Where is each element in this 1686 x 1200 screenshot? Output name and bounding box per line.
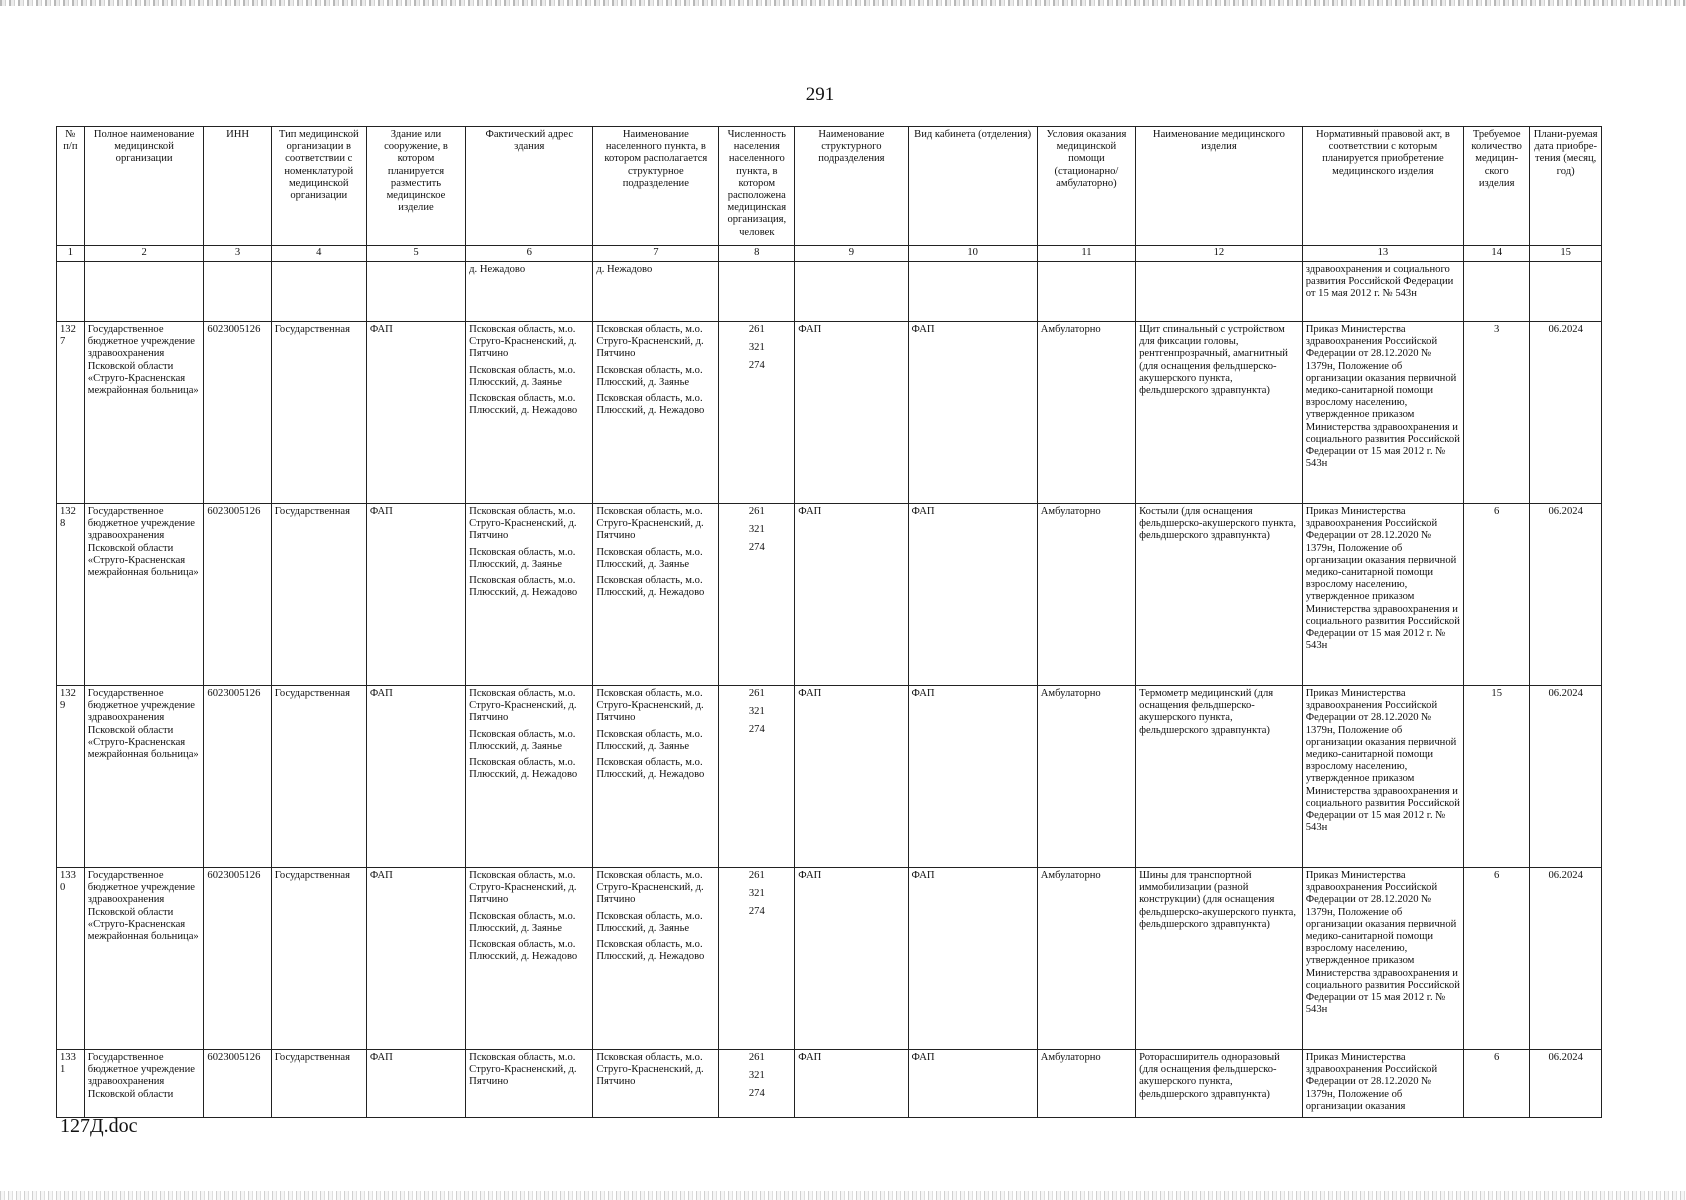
- cell-population-item: 274: [748, 1088, 765, 1100]
- column-number: 12: [1136, 246, 1303, 262]
- cell-device: Щит спинальный с устройством для фиксации головы, рентгенпрозрачный, амагнитный (для оснащения фельдшерско-акушерского пункта, фельдшерского здравпункта): [1136, 322, 1303, 504]
- column-header: Численность населения населенного пункта, в котором расположена медицинская организация, человек: [719, 127, 795, 246]
- column-header: Здание или сооружение, в котором планируется разместить медицинское изделие: [366, 127, 465, 246]
- cell-act: Приказ Министерства здравоохранения Российской Федерации от 28.12.2020 № 1379н, Положение об организации оказания первичной медико-санитарной помощи взрослому населению, утвержденное приказом Министерства здравоохранения и социального развития Российской Федерации от 15 мая 2012 г. № 543н: [1302, 504, 1463, 686]
- cell-empty: [57, 262, 85, 322]
- column-number: 2: [84, 246, 204, 262]
- cell-address: [466, 1050, 593, 1118]
- cell-population: [719, 504, 795, 686]
- column-header: Тип медицинской организации в соответствии с номенклатурой медицинской организации: [271, 127, 366, 246]
- cell-settlement-item: Псковская область, м.о. Плюсский, д. Нежадово: [596, 575, 705, 599]
- cell-unit: ФАП: [795, 868, 908, 1050]
- cell-date: 06.2024: [1530, 322, 1602, 504]
- cell-population: [719, 1050, 795, 1118]
- cell-quantity: 6: [1464, 868, 1530, 1050]
- cell-act: Приказ Министерства здравоохранения Российской Федерации от 28.12.2020 № 1379н, Положение об организации оказания: [1302, 1050, 1463, 1118]
- cell-cabinet: ФАП: [908, 868, 1037, 1050]
- cell-settlement-item: Псковская область, м.о. Струго-Красненский, д. Пятчино: [596, 1052, 704, 1088]
- column-header: Вид кабинета (отделения): [908, 127, 1037, 246]
- cell-settlement-item: Псковская область, м.о. Струго-Красненский, д. Пятчино: [596, 870, 704, 906]
- cell-population-item: 261: [748, 1052, 765, 1063]
- cell-device: Шины для транспортной иммобилизации (разной конструкции) (для оснащения фельдшерско-акушерского пункта, фельдшерского здравпункта): [1136, 868, 1303, 1050]
- scan-edge-top: [0, 0, 1686, 6]
- cell-settlement-item: Псковская область, м.о. Струго-Красненский, д. Пятчино: [596, 688, 704, 724]
- cell-conditions: Амбулаторно: [1037, 1050, 1135, 1118]
- cell-population-item: 321: [748, 888, 765, 900]
- cell-unit: ФАП: [795, 686, 908, 868]
- cell-empty: [1136, 262, 1303, 322]
- cell-settlement: [593, 868, 719, 1050]
- cell-settlement: д. Нежадово: [593, 262, 719, 322]
- cell-organization: Государственное бюджетное учреждение здравоохранения Псковской области «Струго-Красненская межрайонная больница»: [84, 504, 204, 686]
- cell-population: [719, 868, 795, 1050]
- cell-inn: 6023005126: [204, 868, 271, 1050]
- table-row: [57, 322, 1602, 504]
- page-number: 291: [805, 84, 835, 105]
- cell-population-item: 321: [748, 342, 765, 354]
- cell-address-item: Псковская область, м.о. Струго-Красненский, д. Пятчино: [469, 506, 577, 542]
- cell-cabinet: ФАП: [908, 504, 1037, 686]
- cell-settlement-item: Псковская область, м.о. Плюсский, д. Нежадово: [596, 757, 705, 781]
- continuation-row: [57, 262, 1602, 322]
- table-row: [57, 868, 1602, 1050]
- cell-empty: [366, 262, 465, 322]
- cell-settlement-item: Псковская область, м.о. Плюсский, д. Заянье: [596, 546, 703, 570]
- column-header: Условия оказания медицинской помощи (стационарно/ амбулаторно): [1037, 127, 1135, 246]
- cell-unit: ФАП: [795, 1050, 908, 1118]
- column-number-row: [57, 246, 1602, 262]
- column-header: № п/п: [57, 127, 85, 246]
- cell-number: 1327: [57, 322, 85, 504]
- cell-empty: [204, 262, 271, 322]
- cell-unit: ФАП: [795, 504, 908, 686]
- column-header: Нормативный правовой акт, в соответствии с которым планируется приобретение медицинского изделия: [1302, 127, 1463, 246]
- cell-settlement: [593, 686, 719, 868]
- cell-settlement-item: Псковская область, м.о. Плюсский, д. Заянье: [596, 728, 703, 752]
- cell-settlement: [593, 1050, 719, 1118]
- cell-inn: 6023005126: [204, 504, 271, 686]
- cell-building: ФАП: [366, 1050, 465, 1118]
- cell-cabinet: ФАП: [908, 322, 1037, 504]
- cell-act: Приказ Министерства здравоохранения Российской Федерации от 28.12.2020 № 1379н, Положение об организации оказания первичной медико-санитарной помощи взрослому населению, утвержденное приказом Министерства здравоохранения и социального развития Российской Федерации от 15 мая 2012 г. № 543н: [1302, 868, 1463, 1050]
- column-number: 3: [204, 246, 271, 262]
- table-row: [57, 686, 1602, 868]
- column-number: 10: [908, 246, 1037, 262]
- cell-inn: 6023005126: [204, 322, 271, 504]
- scan-edge-bottom: [0, 1191, 1686, 1200]
- column-number: 1: [57, 246, 85, 262]
- column-number: 4: [271, 246, 366, 262]
- cell-act: Приказ Министерства здравоохранения Российской Федерации от 28.12.2020 № 1379н, Положение об организации оказания первичной медико-санитарной помощи взрослому населению, утвержденное приказом Министерства здравоохранения и социального развития Российской Федерации от 15 мая 2012 г. № 543н: [1302, 322, 1463, 504]
- cell-address-item: Псковская область, м.о. Струго-Красненский, д. Пятчино: [469, 1052, 577, 1088]
- cell-org-type: Государственная: [271, 686, 366, 868]
- cell-settlement-item: Псковская область, м.о. Плюсский, д. Заянье: [596, 910, 703, 934]
- cell-building: ФАП: [366, 686, 465, 868]
- cell-organization: Государственное бюджетное учреждение здравоохранения Псковской области «Струго-Красненская межрайонная больница»: [84, 322, 204, 504]
- column-number: 11: [1037, 246, 1135, 262]
- cell-empty: [1464, 262, 1530, 322]
- column-number: 13: [1302, 246, 1463, 262]
- cell-quantity: 3: [1464, 322, 1530, 504]
- cell-device: Роторасширитель одноразовый (для оснащения фельдшерско-акушерского пункта, фельдшерского здравпункта): [1136, 1050, 1303, 1118]
- cell-settlement-item: Псковская область, м.о. Плюсский, д. Нежадово: [596, 939, 705, 963]
- column-number: 9: [795, 246, 908, 262]
- cell-address-item: Псковская область, м.о. Плюсский, д. Нежадово: [469, 757, 578, 781]
- cell-quantity: 6: [1464, 1050, 1530, 1118]
- column-number: 5: [366, 246, 465, 262]
- cell-empty: [719, 262, 795, 322]
- cell-date: 06.2024: [1530, 686, 1602, 868]
- cell-address-item: Псковская область, м.о. Плюсский, д. Заянье: [469, 728, 576, 752]
- column-header: Наименование структурного подразделения: [795, 127, 908, 246]
- cell-address-item: Псковская область, м.о. Струго-Красненский, д. Пятчино: [469, 324, 577, 360]
- cell-act: здравоохранения и социального развития Российской Федерации от 15 мая 2012 г. № 543н: [1302, 262, 1463, 322]
- equipment-table: [56, 126, 1602, 1118]
- cell-org-type: Государственная: [271, 1050, 366, 1118]
- cell-date: 06.2024: [1530, 868, 1602, 1050]
- cell-empty: [795, 262, 908, 322]
- cell-settlement-item: Псковская область, м.о. Плюсский, д. Заянье: [596, 364, 703, 388]
- cell-quantity: 6: [1464, 504, 1530, 686]
- cell-organization: Государственное бюджетное учреждение здравоохранения Псковской области «Струго-Красненская межрайонная больница»: [84, 868, 204, 1050]
- column-number: 8: [719, 246, 795, 262]
- column-header: Плани-руемая дата приобре-тения (месяц, год): [1530, 127, 1602, 246]
- cell-population-item: 261: [748, 324, 765, 335]
- cell-date: 06.2024: [1530, 1050, 1602, 1118]
- cell-conditions: Амбулаторно: [1037, 868, 1135, 1050]
- cell-population-item: 321: [748, 1070, 765, 1082]
- cell-population: [719, 322, 795, 504]
- cell-settlement: [593, 322, 719, 504]
- cell-address-item: Псковская область, м.о. Плюсский, д. Заянье: [469, 364, 576, 388]
- cell-population-item: 321: [748, 524, 765, 536]
- cell-number: 1330: [57, 868, 85, 1050]
- cell-address-item: Псковская область, м.о. Плюсский, д. Заянье: [469, 546, 576, 570]
- cell-date: 06.2024: [1530, 504, 1602, 686]
- column-header: Наименование медицинского изделия: [1136, 127, 1303, 246]
- column-number: 7: [593, 246, 719, 262]
- cell-building: ФАП: [366, 868, 465, 1050]
- cell-address: [466, 868, 593, 1050]
- cell-address-item: Псковская область, м.о. Струго-Красненский, д. Пятчино: [469, 870, 577, 906]
- cell-unit: ФАП: [795, 322, 908, 504]
- cell-empty: [1037, 262, 1135, 322]
- cell-building: ФАП: [366, 322, 465, 504]
- cell-inn: 6023005126: [204, 1050, 271, 1118]
- cell-org-type: Государственная: [271, 504, 366, 686]
- cell-conditions: Амбулаторно: [1037, 686, 1135, 868]
- table-row: [57, 504, 1602, 686]
- cell-population-item: 274: [748, 906, 765, 918]
- cell-quantity: 15: [1464, 686, 1530, 868]
- cell-empty: [1530, 262, 1602, 322]
- cell-population-item: 261: [748, 688, 765, 699]
- cell-empty: [908, 262, 1037, 322]
- cell-address: д. Нежадово: [466, 262, 593, 322]
- cell-device: Костыли (для оснащения фельдшерско-акушерского пункта, фельдшерского здравпункта): [1136, 504, 1303, 686]
- cell-population: [719, 686, 795, 868]
- column-number: 14: [1464, 246, 1530, 262]
- table-row: [57, 1050, 1602, 1118]
- cell-address: [466, 504, 593, 686]
- column-number: 15: [1530, 246, 1602, 262]
- cell-settlement-item: Псковская область, м.о. Струго-Красненский, д. Пятчино: [596, 324, 704, 360]
- cell-conditions: Амбулаторно: [1037, 504, 1135, 686]
- cell-population-item: 274: [748, 542, 765, 554]
- cell-address-item: Псковская область, м.о. Плюсский, д. Заянье: [469, 910, 576, 934]
- column-header: ИНН: [204, 127, 271, 246]
- cell-address-item: Псковская область, м.о. Плюсский, д. Нежадово: [469, 939, 578, 963]
- cell-population-item: 321: [748, 706, 765, 718]
- cell-cabinet: ФАП: [908, 686, 1037, 868]
- column-header: Наименование населенного пункта, в котором располагается структурное подразделение: [593, 127, 719, 246]
- cell-address: [466, 686, 593, 868]
- cell-settlement-item: Псковская область, м.о. Струго-Красненский, д. Пятчино: [596, 506, 704, 542]
- cell-population-item: 261: [748, 506, 765, 517]
- cell-number: 1331: [57, 1050, 85, 1118]
- cell-inn: 6023005126: [204, 686, 271, 868]
- cell-address-item: Псковская область, м.о. Плюсский, д. Нежадово: [469, 393, 578, 417]
- cell-organization: Государственное бюджетное учреждение здравоохранения Псковской области «Струго-Красненская межрайонная больница»: [84, 686, 204, 868]
- cell-conditions: Амбулаторно: [1037, 322, 1135, 504]
- cell-device: Термометр медицинский (для оснащения фельдшерско-акушерского пункта, фельдшерского здравпункта): [1136, 686, 1303, 868]
- cell-settlement-item: Псковская область, м.о. Плюсский, д. Нежадово: [596, 393, 705, 417]
- column-header: Полное наименование медицинской организации: [84, 127, 204, 246]
- cell-population-item: 261: [748, 870, 765, 881]
- cell-address-item: Псковская область, м.о. Струго-Красненский, д. Пятчино: [469, 688, 577, 724]
- header-row: [57, 127, 1602, 246]
- cell-number: 1328: [57, 504, 85, 686]
- cell-org-type: Государственная: [271, 322, 366, 504]
- cell-organization: Государственное бюджетное учреждение здравоохранения Псковской области: [84, 1050, 204, 1118]
- cell-population-item: 274: [748, 360, 765, 372]
- cell-population-item: 274: [748, 724, 765, 736]
- cell-address-item: Псковская область, м.о. Плюсский, д. Нежадово: [469, 575, 578, 599]
- cell-empty: [84, 262, 204, 322]
- cell-number: 1329: [57, 686, 85, 868]
- cell-settlement: [593, 504, 719, 686]
- cell-org-type: Государственная: [271, 868, 366, 1050]
- cell-cabinet: ФАП: [908, 1050, 1037, 1118]
- cell-address: [466, 322, 593, 504]
- column-header: Фактический адрес здания: [466, 127, 593, 246]
- footer-filename: 127Д.doc: [60, 1115, 138, 1137]
- column-header: Требуемое количество медицин-ского изделия: [1464, 127, 1530, 246]
- column-number: 6: [466, 246, 593, 262]
- cell-building: ФАП: [366, 504, 465, 686]
- cell-act: Приказ Министерства здравоохранения Российской Федерации от 28.12.2020 № 1379н, Положение об организации оказания первичной медико-санитарной помощи взрослому населению, утвержденное приказом Министерства здравоохранения и социального развития Российской Федерации от 15 мая 2012 г. № 543н: [1302, 686, 1463, 868]
- cell-empty: [271, 262, 366, 322]
